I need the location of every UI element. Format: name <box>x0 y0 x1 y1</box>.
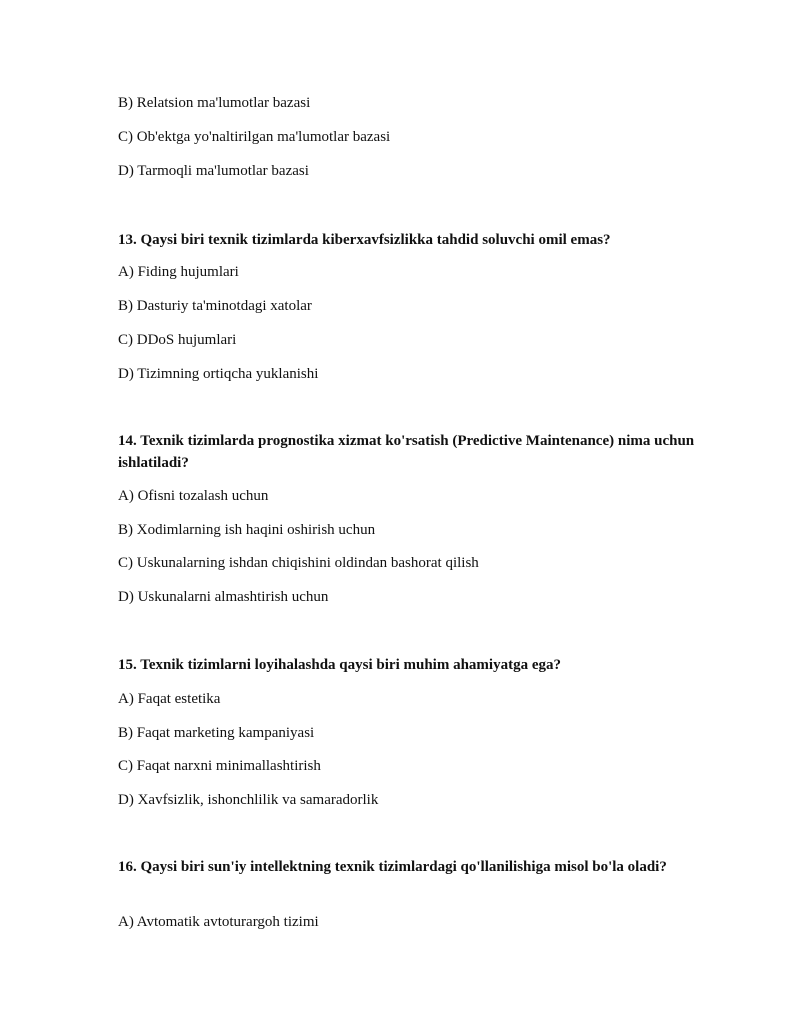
q15-option-c: C) Faqat narxni minimallashtirish <box>118 758 321 774</box>
q13-option-d: D) Tizimning ortiqcha yuklanishi <box>118 366 319 382</box>
q14-option-d: D) Uskunalarni almashtirish uchun <box>118 589 329 605</box>
question-13: 13. Qaysi biri texnik tizimlarda kiberxavfsizlikka tahdid soluvchi omil emas? <box>118 232 611 248</box>
question-16: 16. Qaysi biri sun'iy intellektning texnik tizimlardagi qo'llanilishiga misol bo'la oladi? <box>118 859 667 875</box>
question-14: 14. Texnik tizimlarda prognostika xizmat ko'rsatish (Predictive Maintenance) nima uchun ishlatiladi? <box>118 433 695 471</box>
option-d: D) Tarmoqli ma'lumotlar bazasi <box>118 163 309 179</box>
q14-option-c: C) Uskunalarning ishdan chiqishini oldindan bashorat qilish <box>118 555 479 571</box>
q13-option-b: B) Dasturiy ta'minotdagi xatolar <box>118 298 312 314</box>
q14-option-a: A) Ofisni tozalash uchun <box>118 488 269 504</box>
question-15: 15. Texnik tizimlarni loyihalashda qaysi biri muhim ahamiyatga ega? <box>118 657 561 673</box>
option-c: C) Ob'ektga yo'naltirilgan ma'lumotlar bazasi <box>118 129 391 145</box>
q15-option-a: A) Faqat estetika <box>118 691 221 707</box>
q16-option-a: A) Avtomatik avtoturargoh tizimi <box>118 914 319 930</box>
q13-option-c: C) DDoS hujumlari <box>118 332 237 348</box>
q15-option-d: D) Xavfsizlik, ishonchlilik va samaradorlik <box>118 792 379 808</box>
option-b: B) Relatsion ma'lumotlar bazasi <box>118 95 311 111</box>
q13-option-a: A) Fiding hujumlari <box>118 264 239 280</box>
q15-option-b: B) Faqat marketing kampaniyasi <box>118 725 315 741</box>
q14-option-b: B) Xodimlarning ish haqini oshirish uchun <box>118 522 376 538</box>
